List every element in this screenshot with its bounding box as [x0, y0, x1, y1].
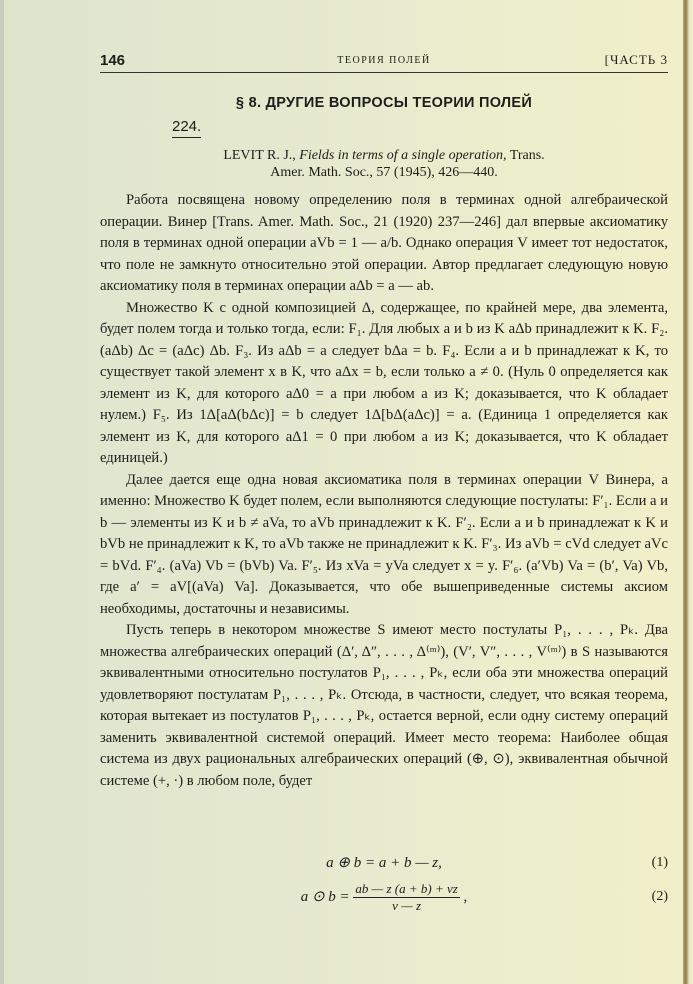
- denominator: v — z: [392, 898, 422, 913]
- paragraph: Пусть теперь в некотором множестве S имеют место постулаты P₁, . . . , Pₖ. Два множества алгебраических операций (Δ′, Δ″, . . . , Δ⁽ᵐ⁾), (V′, V″, . . . , V⁽ᵐ⁾) в S называются эквивалентными относительно постулатов P₁, . . . , Pₖ, если оба эти множества операций удовлетворяют постулатам P₁, . . . , Pₖ. Отсюда, в частности, следует, что всякая теорема, которая вытекает из постулатов P₁, . . . , Pₖ, остается верной, если одну систему операций заменить эквивалентной системой операций. Имеет место теорема: Наиболее общая система из двух рациональных алгебраических операций (⊕, ⊙), эквивалентная обычной системе (+, ·) в любом поле, будет: [100, 622, 668, 789]
- equation-formula: a ⊙ b = $\frac{ab — z (a + b) + vz}{v — z}$ ,: [300, 881, 468, 913]
- ref-title: Fields in terms of a single operation,: [299, 148, 507, 163]
- paragraph: Работа посвящена новому определению поля в терминах одной алгебраической операции. Винер [Trans. Amer. Math. Soc., 21 (1920) 237—246] дал впервые аксиоматику поля в терминах одной операции aVb = 1 — a/b. Однако операция V имеет тот недостаток, что поле не замкнуто относительно этой операции. Автор предлагает следующую новую аксиоматику поля в терминах операции aΔb = a — ab.: [100, 192, 668, 294]
- equation-number: (1): [651, 855, 668, 870]
- ref-journal-1: Trans.: [509, 148, 545, 163]
- ref-author: LEVIT R. J.,: [223, 148, 296, 163]
- equation-number: (2): [651, 889, 668, 904]
- paragraph: Множество K с одной композицией Δ, содержащее, по крайней мере, два элемента, будет полем тогда и только тогда, если: F₁. Для любых a и b из K aΔb принадлежит к K. F₂. (aΔb) Δc = (aΔc) Δb. F₃. Из aΔb = a следует bΔa = b. F₄. Если a и b принадлежат к K, то существует такой элемент x в K, что aΔx = b, если только a ≠ 0. (Нуль 0 определяется как элемент из K, для которого aΔ0 = a при любом a из K; доказывается, что K обладает нулем.) F₅. Из 1Δ[aΔ(bΔc)] = b следует 1Δ[bΔ(aΔc)] = a. (Единица 1 определяется как элемент из K, для которого aΔ1 = 0 при любом a из K; доказывается, что K обладает единицей.): [100, 299, 668, 466]
- part-label: [ЧАСТЬ 3: [604, 52, 668, 67]
- fraction: [353, 881, 459, 914]
- bibliographic-reference: [100, 147, 668, 181]
- running-title: ТЕОРИЯ ПОЛЕЙ: [337, 55, 431, 66]
- equations: [100, 853, 668, 921]
- section-title: § 8. ДРУГИЕ ВОПРОСЫ ТЕОРИИ ПОЛЕЙ: [235, 95, 533, 111]
- paragraph: Далее дается еще одна новая аксиоматика поля в терминах операции V Винера, а именно: Множество K будет полем, если выполняются следующие постулаты: F′₁. Если a и b — элементы из K и b ≠ aVa, то aVb принадлежит к K. F′₂. Если a и b принадлежат к K и bVb не принадлежит к K, то aVb также не принадлежит к K. F′₃. Из aVb = cVd следует aVc = bVd. F′₄. (aVa) Vb = (bVb) Va. F′₅. Из xVa = yVa следует x = y. F′₆. (a′Vb) Va = (b′, Va) Vb, где a′ = aV[(aVa) Va]. Доказывается, что обе вышеприведенные системы аксиом необходимы, достаточны и независимы.: [100, 471, 668, 617]
- abstract-body: [100, 190, 668, 792]
- entry-number: 224.: [172, 118, 201, 138]
- page-number: 146: [100, 52, 126, 69]
- equation-2: [100, 881, 668, 921]
- running-header: [100, 50, 668, 73]
- scan-left-edge: [0, 0, 4, 984]
- numerator: ab — z (a + b) + vz: [355, 881, 458, 896]
- equation-1: [100, 853, 668, 881]
- book-binding-edge: [683, 0, 693, 984]
- equation-formula: a ⊕ b = a + b — z,: [326, 855, 442, 871]
- ref-journal-2: Amer. Math. Soc., 57 (1945), 426—440.: [270, 165, 498, 180]
